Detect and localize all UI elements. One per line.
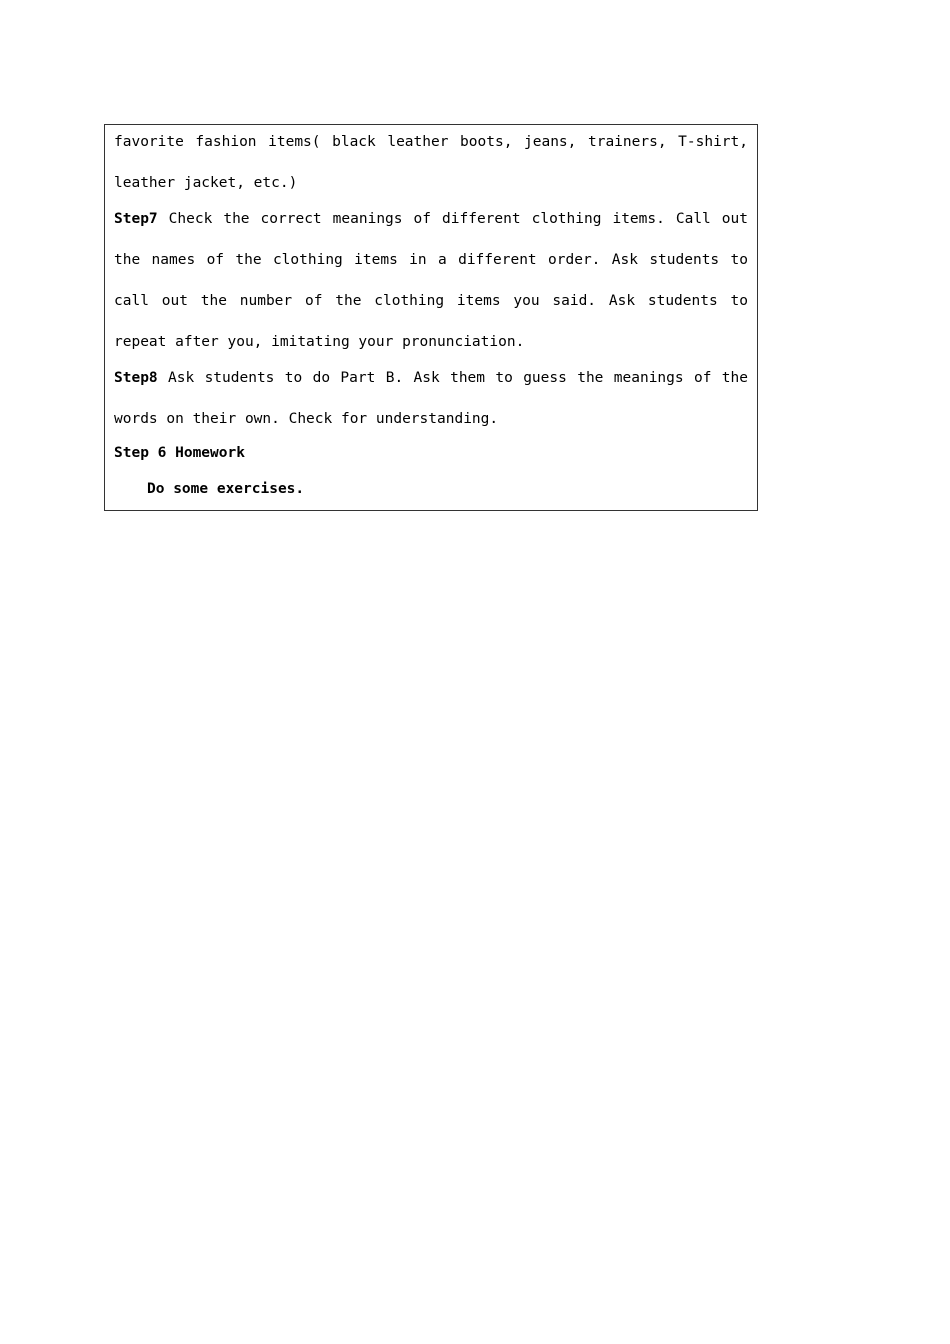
step7-paragraph: [114, 199, 748, 363]
step7-text: Check the correct meanings of different clothing items. Call out the names of the clothing items in a different order. Ask students to call out the number of the clothing items you said. Ask students to repeat after you, imitating your pronunciation.: [114, 211, 748, 350]
step8-paragraph: [114, 358, 748, 440]
homework-heading: Step 6 Homework: [114, 445, 245, 461]
lesson-plan-table-cell: [104, 124, 758, 511]
homework-body: Do some exercises.: [147, 481, 305, 497]
fashion-items-paragraph: [114, 122, 748, 204]
step7-label: Step7: [114, 211, 158, 227]
step8-label: Step8: [114, 370, 158, 386]
step8-text: Ask students to do Part B. Ask them to guess the meanings of the words on their own. Check for understanding.: [114, 370, 748, 427]
fashion-items-text: favorite fashion items( black leather boots, jeans, trainers, T-shirt, leather jacket, etc.): [114, 134, 748, 191]
